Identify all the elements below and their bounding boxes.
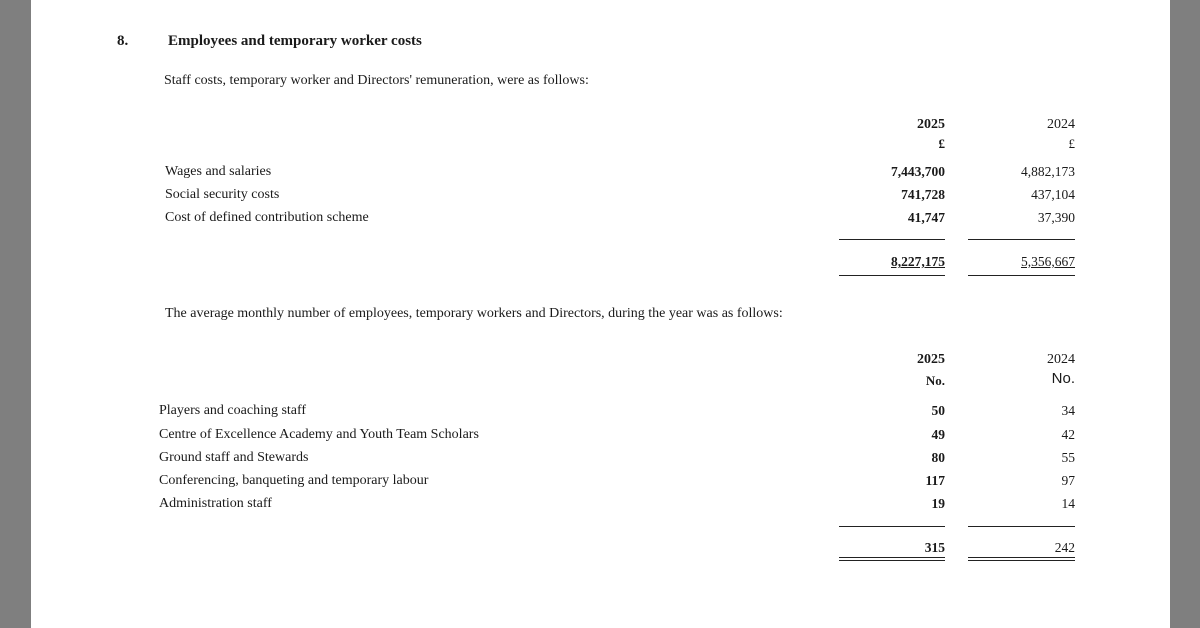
employees-row-value-2024: 55 (1061, 450, 1075, 465)
employees-subtotal-rule-2024 (968, 526, 1075, 527)
document-page (31, 0, 1170, 628)
employees-row-value-2025: 117 (925, 473, 945, 488)
costs-intro: Staff costs, temporary worker and Directors' remuneration, were as follows: (164, 73, 589, 88)
costs-row-value-2024: 437,104 (1031, 187, 1075, 202)
employees-total-2025: 315 (924, 540, 945, 555)
costs-row-value-2024: 37,390 (1037, 210, 1075, 225)
costs-row-value-2025: 41,747 (907, 210, 945, 225)
section-title: Employees and temporary worker costs (168, 33, 422, 49)
costs-subtotal-rule-2024 (968, 239, 1075, 240)
employees-header-2024-unit: No. (1051, 370, 1075, 387)
costs-total-2025: 8,227,175 (891, 254, 945, 269)
employees-row-value-2024: 97 (1061, 473, 1075, 488)
costs-row-value-2025: 741,728 (901, 187, 945, 202)
costs-header-2025-unit: £ (938, 136, 945, 151)
employees-subtotal-rule-2025 (839, 526, 945, 527)
employees-row-label: Conferencing, banqueting and temporary labour (159, 473, 429, 488)
costs-row-label: Cost of defined contribution scheme (165, 210, 369, 225)
costs-row-value-2024: 4,882,173 (1021, 164, 1075, 179)
costs-total-double-rule-2024 (968, 275, 1075, 276)
costs-total-2024: 5,356,667 (1021, 254, 1075, 269)
employees-header-2025-year: 2025 (917, 352, 945, 367)
employees-row-value-2025: 50 (931, 403, 945, 418)
employees-total-rule-top-2025 (839, 557, 945, 558)
employees-row-value-2024: 42 (1061, 427, 1075, 442)
employees-row-value-2025: 49 (931, 427, 945, 442)
employees-row-value-2025: 80 (931, 450, 945, 465)
employees-row-value-2025: 19 (931, 496, 945, 511)
employees-row-value-2024: 34 (1061, 403, 1075, 418)
employees-row-label: Players and coaching staff (159, 403, 307, 418)
employees-row-label: Administration staff (159, 496, 272, 511)
employees-header-2025-unit: No. (925, 373, 945, 388)
employees-header-2024-year: 2024 (1047, 352, 1075, 367)
employees-total-2024: 242 (1054, 540, 1075, 555)
costs-subtotal-rule-2025 (839, 239, 945, 240)
employees-row-label: Centre of Excellence Academy and Youth Team Scholars (159, 427, 479, 442)
costs-row-label: Social security costs (165, 187, 280, 202)
employees-total-rule-bottom-2024 (968, 560, 1075, 561)
employees-total-rule-bottom-2025 (839, 560, 945, 561)
costs-row-label: Wages and salaries (165, 164, 272, 179)
employees-row-label: Ground staff and Stewards (159, 450, 309, 465)
costs-header-2025-year: 2025 (917, 117, 945, 132)
employees-row-value-2024: 14 (1061, 496, 1075, 511)
costs-header-2024-year: 2024 (1047, 117, 1075, 132)
employees-intro: The average monthly number of employees, temporary workers and Directors, during the year was as follows: (165, 306, 783, 321)
costs-header-2024-unit: £ (1068, 136, 1075, 151)
costs-row-value-2025: 7,443,700 (891, 164, 945, 179)
section-number: 8. (117, 33, 129, 49)
costs-total-double-rule-2025 (839, 275, 945, 276)
employees-total-rule-top-2024 (968, 557, 1075, 558)
